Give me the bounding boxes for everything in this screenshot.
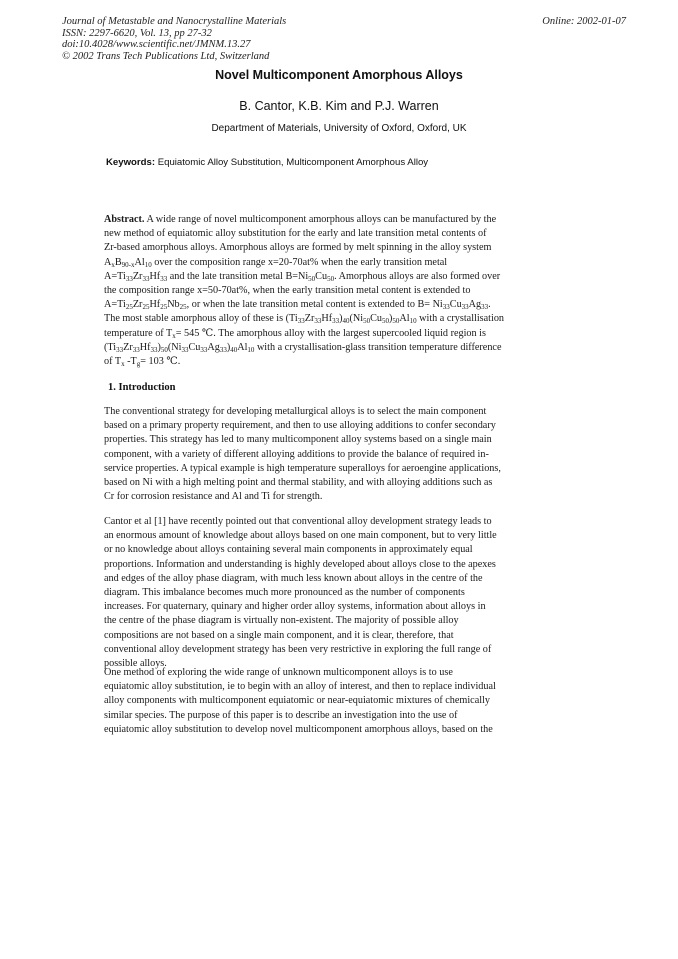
abstract-line: $A=Ti_{25}Zr_{25}Hf_{25}Nb_{25}$, or when the late transition metal content is extended to $B= Ni_{33}Cu_{33}Ag_{33}$. xyxy=(104,299,491,312)
paragraph xyxy=(104,405,544,504)
paragraph-line: conventional alloy development strategy has been very restrictive in exploring the full range of xyxy=(104,643,492,655)
journal-name: Journal of Metastable and Nanocrystalline Materials xyxy=(62,16,287,27)
paragraph-line: diagram. This imbalance becomes much more pronounced as the number of components xyxy=(104,587,465,599)
paragraph xyxy=(104,515,544,671)
paragraph-line: The conventional strategy for developing metallurgical alloys is to select the main component xyxy=(104,406,487,417)
paragraph-line: based on Ni with a high melting point and thermal stability, and with alloying additions such as xyxy=(104,477,493,489)
paragraph-line: Cantor et al [1] have recently pointed out that conventional alloy development strategy leads to xyxy=(104,516,492,527)
journal-issn: ISSN: 2297-6620, Vol. 13, pp 27-32 xyxy=(62,27,212,39)
abstract-line: of $T_x$ $-T_g= 103$ ℃. xyxy=(104,356,181,369)
paragraph-line: or no knowledge about alloys containing several main components in approximately equal xyxy=(104,544,473,556)
paragraph-line: and edges of the alloy phase diagram, with much less known about alloys in the centre of the xyxy=(104,572,483,584)
section-heading: 1. Introduction xyxy=(108,382,176,393)
paragraph-line: the centre of the phase diagram is virtually non-existent. The majority of possible alloy xyxy=(104,615,459,627)
paragraph-line: service properties. A typical example is high temperature superalloys for aeroengine applications, xyxy=(104,462,501,474)
paragraph xyxy=(104,666,544,737)
abstract-line xyxy=(104,213,544,227)
paragraph-line: possible alloys. xyxy=(104,658,167,670)
abstract-line: $A_xB_{90-x}Al_{10}$ over the composition range x=20-70at% when the early transition metal xyxy=(104,256,448,269)
paragraph-line: increases. For quaternary, quinary and higher order alloy systems, information about alloys in xyxy=(104,601,486,613)
journal-header xyxy=(62,16,286,62)
abstract-line: the composition range x=50-70at%, when the early transition metal content is extended to xyxy=(104,285,471,297)
paragraph-line: based on a primary property requirement, and then to use alloying additions to confer secondary xyxy=(104,420,496,432)
abstract-line: $A=Ti_{33}Zr_{33}Hf_{33}$ and the late transition metal $B=Ni_{50}Cu_{50}$. Amorphous alloys are also formed over xyxy=(104,270,501,283)
paragraph-line: compositions are not based on a single main component, and it is clear, therefore, that xyxy=(104,629,454,641)
paper-title: Novel Multicomponent Amorphous Alloys xyxy=(215,68,463,82)
abstract-line: temperature of $T_x= 545$ ℃. The amorphous alloy with the largest supercooled liquid region is xyxy=(104,327,486,340)
abstract xyxy=(104,213,544,369)
keywords-text: Equiatomic Alloy Substitution, Multicomponent Amorphous Alloy xyxy=(157,157,429,168)
abstract-line: The most stable amorphous alloy of these is $(Ti_{33}Zr_{33}Hf_{33})_{40}(Ni_{50}Cu_{50})_{50}Al_{10}$ with a crystallisation xyxy=(104,313,505,326)
abstract-line: Zr-based amorphous alloys. Amorphous alloys are formed by melt spinning in the alloy system xyxy=(104,242,492,254)
paragraph-line: proportions. Information and understanding is highly developed about alloys close to the apexes xyxy=(104,558,496,570)
abstract-line: new method of equiatomic alloy substitution for the early and late transition metal contents of xyxy=(104,228,487,240)
online-date: Online: 2002-01-07 xyxy=(542,16,626,27)
keywords xyxy=(106,157,428,168)
paragraph-line: properties. This strategy has led to many multicomponent alloy systems based on a single main xyxy=(104,434,492,446)
paper-affiliation: Department of Materials, University of Oxford, Oxford, UK xyxy=(211,123,467,134)
paragraph-line: alloy components with multicomponent equiatomic or near-equiatomic mixtures of chemically xyxy=(104,695,490,707)
journal-copyright: © 2002 Trans Tech Publications Ltd, Switzerland xyxy=(62,50,270,62)
keywords-label: Keywords: xyxy=(106,157,156,168)
paragraph-line: equiatomic alloy substitution to develop novel multicomponent amorphous alloys, based on the xyxy=(104,723,493,735)
paragraph-line: One method of exploring the wide range of unknown multicomponent alloys is to use xyxy=(104,667,453,678)
paragraph-line: Cr for corrosion resistance and Al and Ti for strength. xyxy=(104,491,323,503)
paragraph-line: an enormous amount of knowledge about alloys based on one main component, but to very little xyxy=(104,530,497,542)
paragraph-line: similar species. The purpose of this paper is to describe an investigation into the use of xyxy=(104,709,458,721)
abstract-line-text: A wide range of novel multicomponent amorphous alloys can be manufactured by the xyxy=(144,214,497,225)
paragraph-line: component, with a variety of different alloying additions to provide the balance of required in- xyxy=(104,448,489,460)
paper-authors: B. Cantor, K.B. Kim and P.J. Warren xyxy=(239,99,439,113)
abstract-line: $(Ti_{33}Zr_{33}Hf_{33})_{50}(Ni_{33}Cu_{33}Ag_{33})_{40}Al_{10}$ with a crystallisation-glass transition temperature difference xyxy=(104,341,502,354)
paragraph-line: equiatomic alloy substitution, ie to begin with an alloy of interest, and then to replace individual xyxy=(104,681,496,693)
abstract-label: Abstract. xyxy=(104,214,145,225)
journal-doi: doi:10.4028/www.scientific.net/JMNM.13.27 xyxy=(62,39,251,51)
